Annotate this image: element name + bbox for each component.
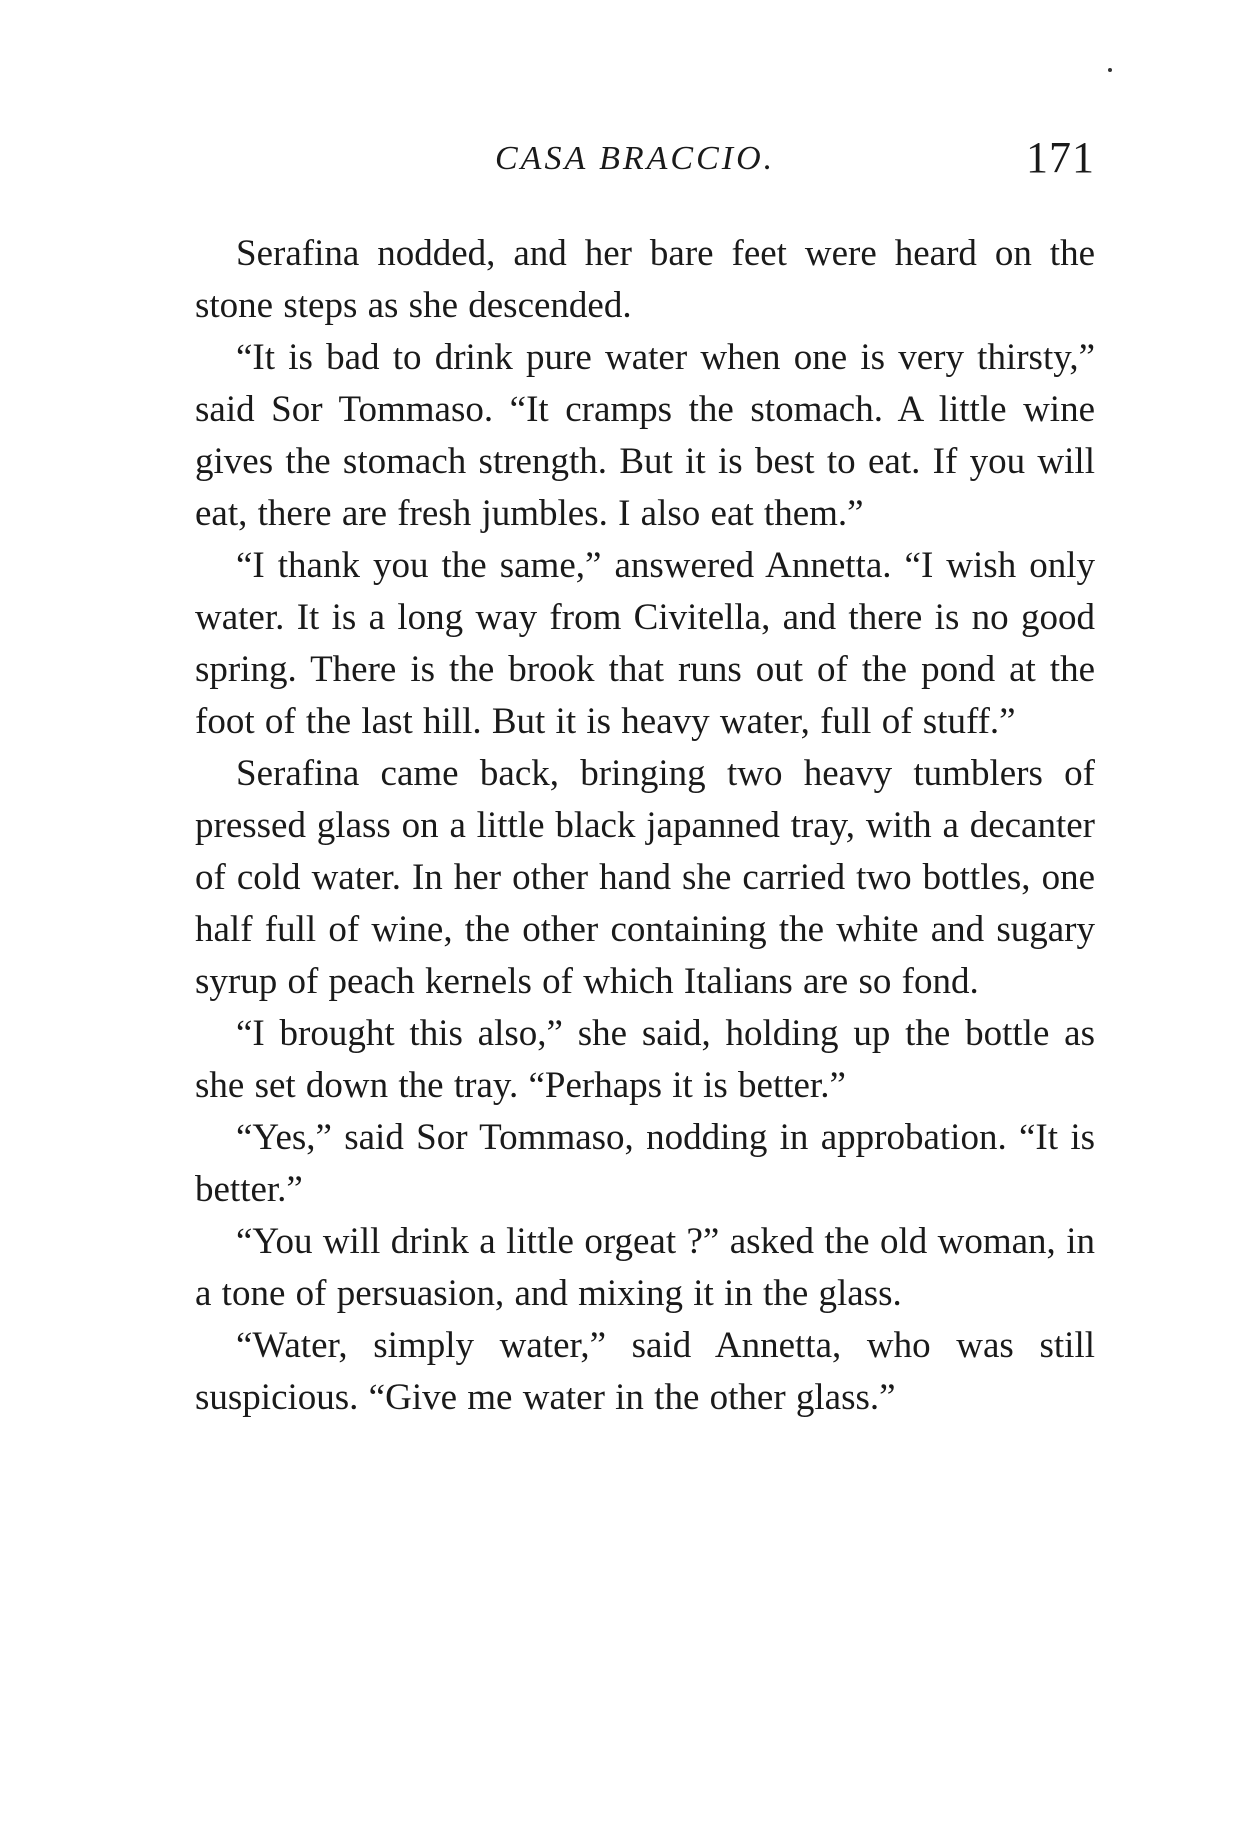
paragraph: “I brought this also,” she said, holding up the bottle as she set down the tray. “Perhaps it is better.” bbox=[195, 1013, 1095, 1106]
paragraph: “Water, simply water,” said Annetta, who was still suspicious. “Give me water in the other glass.” bbox=[195, 1325, 1095, 1418]
running-title: CASA BRACCIO. bbox=[495, 140, 776, 177]
page-header bbox=[195, 132, 1095, 192]
paragraph: “Yes,” said Sor Tommaso, nodding in approbation. “It is better.” bbox=[195, 1117, 1095, 1210]
paragraph: Serafina nodded, and her bare feet were heard on the stone steps as she descended. bbox=[195, 233, 1095, 326]
paragraph: “You will drink a little orgeat ?” asked the old woman, in a tone of persuasion, and mixing it in the glass. bbox=[195, 1221, 1095, 1314]
paragraph: “It is bad to drink pure water when one is very thirsty,” said Sor Tommaso. “It cramps the stomach. A little wine gives the stomach strength. But it is best to eat. If you will eat, there are fresh jumbles. I also eat them.” bbox=[195, 337, 1095, 534]
paragraph: Serafina came back, bringing two heavy tumblers of pressed glass on a little black japanned tray, with a decanter of cold water. In her other hand she carried two bottles, one half full of wine, the other containing the white and sugary syrup of peach kernels of which Italians are so fond. bbox=[195, 753, 1095, 1002]
body-text bbox=[195, 228, 1095, 1424]
ink-speck bbox=[1108, 68, 1112, 72]
paragraph: “I thank you the same,” answered Annetta. “I wish only water. It is a long way from Civitella, and there is no good spring. There is the brook that runs out of the pond at the foot of the last hill. But it is heavy water, full of stuff.” bbox=[195, 545, 1095, 742]
page-number: 171 bbox=[1026, 133, 1095, 182]
